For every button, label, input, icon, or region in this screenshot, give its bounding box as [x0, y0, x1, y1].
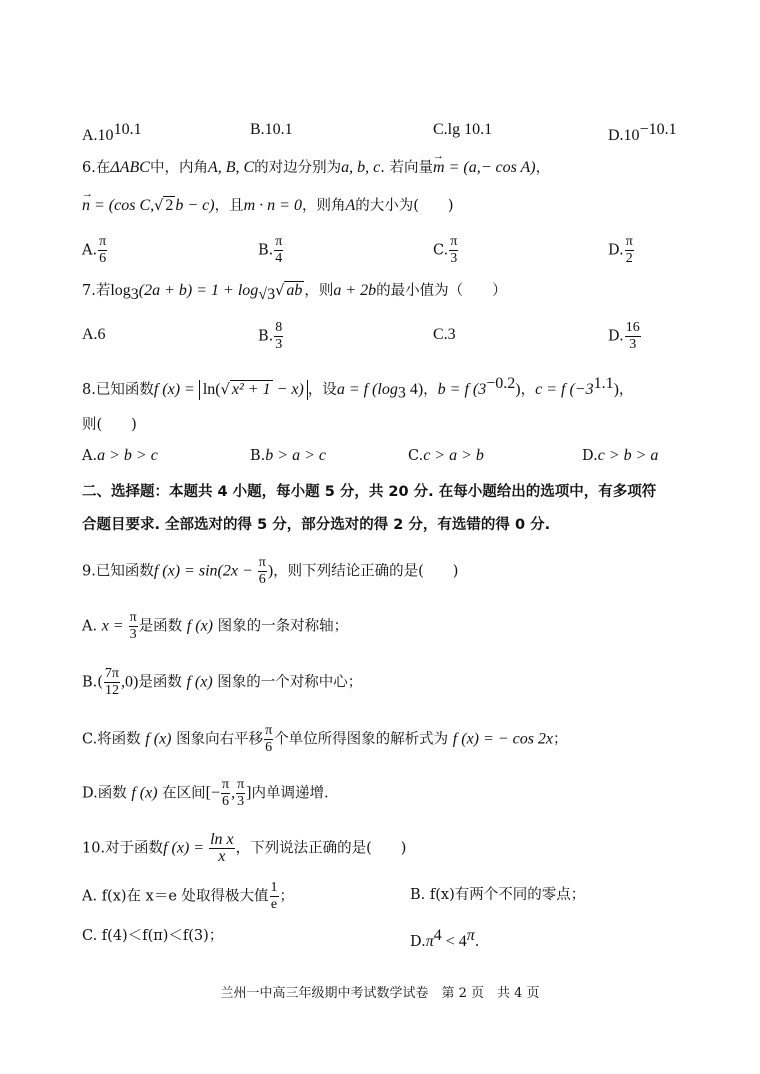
q9-option-a: A. x = $\frac{\pi}{3}$ 是函数 f (x) 图象的一条对称轴；: [82, 610, 349, 642]
q9-option-c: C.将函数 f (x) 图象向右平移 $\frac{\pi}{6}$ 个单位所得图象的解析式为 f (x) = − cos 2x；: [82, 723, 568, 755]
q7-option-a: A.6: [82, 326, 106, 343]
q10-option-c: C. f(4)＜f(π)＜f(3)；: [82, 928, 224, 944]
section2-line2: 合题目要求. 全部选对的得 5 分，部分选对的得 2 分，有选错的得 0 分.: [82, 517, 551, 533]
q8-option-a: A.a > b > c: [82, 447, 158, 464]
q6-option-c: C. $\frac{\pi}{3}$: [433, 234, 458, 266]
q8-then: 则( ): [82, 417, 137, 433]
q10-option-d: $D.\pi^4 < 4^\pi$.: [410, 927, 480, 950]
q7-stem: 7.若$\log_3(2a + b) = 1 + \log_{√3}√$ ab ，则a + 2b的最小值为（ ）: [82, 282, 507, 303]
q6-line2: → n = (cos C,√ 2 b − c)，且m · n = 0，则角A的大小为( ): [82, 196, 454, 216]
q8-option-d: D.c > b > a: [582, 447, 659, 464]
q8-stem: 8.已知函数f (x) = ln(√ x² + 1 − x) ，设a = f ($\log_3$ 4)，b = f $(3^{-0.2})$，c = f $(-3^{1.1})$，: [82, 375, 634, 402]
q7-option-d: D. $\frac{16}{3}$: [608, 320, 640, 352]
q8-option-c: C.c > a > b: [408, 447, 484, 464]
q5-option-c: C.lg 10.1: [433, 121, 493, 138]
q7-option-c: C.3: [433, 326, 456, 343]
q10-option-a: A. f(x)在 x＝e 处取得极大值 $\frac{1}{e}$ ；: [82, 880, 295, 912]
q5-option-b: B.10.1: [250, 121, 293, 138]
section2-line1: 二、选择题：本题共 4 小题，每小题 5 分，共 20 分. 在每小题给出的选项中，有多项符: [82, 484, 657, 500]
q9-option-b: B.( $\frac{7\pi}{12}$ ,0)是函数 f (x) 图象的一个对称中心；: [82, 666, 363, 698]
q9-option-d: D.函数 f (x) 在区间[− $\frac{\pi}{6}$ , $\frac{\pi}{3}$ ]内单调递增.: [82, 777, 329, 809]
q5-option-a: $A.10^{10.1}$: [82, 121, 142, 144]
q5-option-d: $D.10^{-10.1}$: [608, 121, 677, 144]
q9-stem: 9.已知函数f (x) = sin(2x − $\frac{\pi}{6}$ )，则下列结论正确的是( ): [82, 555, 459, 587]
q10-stem: 10.对于函数f (x) = $\frac{\text{ln x}}{x}$ ，下列说法正确的是( ): [82, 831, 407, 865]
q6-line1: 6.在ΔABC中，内角A, B, C的对边分别为a, b, c. 若向量→ m = (a,− cos A)，: [82, 158, 550, 178]
q6-option-a: A. $\frac{\pi}{6}$: [82, 234, 107, 266]
q6-option-b: B. $\frac{\pi}{4}$: [258, 234, 283, 266]
q6-option-d: D. $\frac{\pi}{2}$: [608, 234, 633, 266]
q7-option-b: B. $\frac{8}{3}$: [258, 320, 283, 352]
q10-option-b: B. f(x)有两个不同的零点；: [410, 887, 586, 903]
page-footer: 兰州一中高三年级期中考试数学试卷 第 2 页 共 4 页: [220, 986, 540, 1001]
q8-option-b: B.b > a > c: [250, 447, 326, 464]
